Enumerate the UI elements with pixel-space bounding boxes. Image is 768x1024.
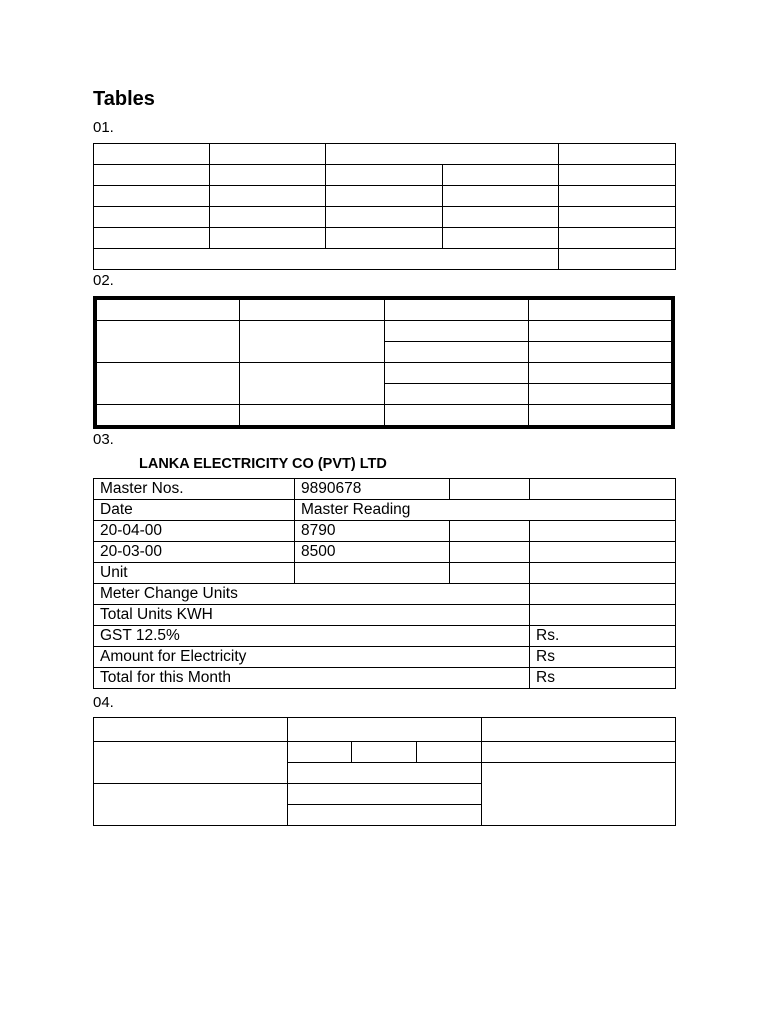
row-value: 8790 <box>295 521 450 542</box>
table-row <box>94 668 676 689</box>
cell <box>559 165 676 186</box>
company-name: LANKA ELECTRICITY CO (PVT) LTD <box>139 456 387 472</box>
cell <box>443 165 559 186</box>
cell <box>210 165 326 186</box>
table-row <box>94 479 676 500</box>
table-row <box>94 563 676 584</box>
cell <box>326 186 443 207</box>
row-value: Master Reading <box>295 500 676 521</box>
cell <box>450 479 530 500</box>
cell <box>240 321 385 363</box>
cell <box>529 384 674 405</box>
table-row <box>94 521 676 542</box>
cell <box>559 144 676 165</box>
cell <box>559 186 676 207</box>
cell <box>288 805 482 826</box>
cell <box>240 363 385 405</box>
cell <box>326 144 559 165</box>
cell <box>95 405 240 428</box>
summary-value <box>530 605 676 626</box>
cell <box>210 186 326 207</box>
row-label: 20-04-00 <box>94 521 295 542</box>
cell <box>384 384 529 405</box>
table-04 <box>93 717 676 826</box>
cell <box>443 186 559 207</box>
cell <box>530 479 676 500</box>
cell <box>240 298 385 321</box>
cell <box>94 718 288 742</box>
cell <box>94 742 288 784</box>
cell <box>559 228 676 249</box>
cell <box>210 144 326 165</box>
cell <box>288 742 352 763</box>
cell <box>326 228 443 249</box>
cell <box>384 363 529 384</box>
cell <box>210 228 326 249</box>
summary-value: Rs. <box>530 626 676 647</box>
summary-value: Rs <box>530 647 676 668</box>
cell <box>384 405 529 428</box>
table-row <box>94 605 676 626</box>
row-label: 20-03-00 <box>94 542 295 563</box>
table-02 <box>93 296 675 429</box>
cell <box>384 342 529 363</box>
table-01 <box>93 143 676 270</box>
cell <box>384 321 529 342</box>
cell <box>94 165 210 186</box>
cell <box>352 742 417 763</box>
cell <box>240 405 385 428</box>
cell <box>530 542 676 563</box>
cell <box>417 742 482 763</box>
cell <box>482 718 676 742</box>
cell <box>384 298 529 321</box>
table-row <box>94 584 676 605</box>
row-label: Unit <box>94 563 295 584</box>
cell <box>529 298 674 321</box>
cell <box>529 342 674 363</box>
cell <box>443 207 559 228</box>
cell <box>450 563 530 584</box>
summary-label: Total for this Month <box>94 668 530 689</box>
table-label-02: 02. <box>93 272 114 289</box>
cell <box>288 718 482 742</box>
table-label-04: 04. <box>93 694 114 711</box>
summary-label: Total Units KWH <box>94 605 530 626</box>
row-value: 8500 <box>295 542 450 563</box>
cell <box>210 207 326 228</box>
summary-value: Rs <box>530 668 676 689</box>
cell <box>94 228 210 249</box>
table-row <box>94 500 676 521</box>
cell <box>95 321 240 363</box>
cell <box>94 186 210 207</box>
summary-label: Amount for Electricity <box>94 647 530 668</box>
cell <box>559 207 676 228</box>
cell <box>288 763 482 784</box>
row-value <box>295 563 450 584</box>
table-label-03: 03. <box>93 431 114 448</box>
cell <box>94 249 559 270</box>
cell <box>482 742 676 763</box>
cell <box>559 249 676 270</box>
cell <box>326 207 443 228</box>
table-row <box>94 626 676 647</box>
cell <box>530 563 676 584</box>
cell <box>94 784 288 826</box>
cell <box>326 165 443 186</box>
table-label-01: 01. <box>93 119 114 136</box>
cell <box>94 144 210 165</box>
summary-label: GST 12.5% <box>94 626 530 647</box>
electricity-bill-table <box>93 478 676 689</box>
table-row <box>94 647 676 668</box>
cell <box>450 542 530 563</box>
cell <box>95 363 240 405</box>
summary-label: Meter Change Units <box>94 584 530 605</box>
cell <box>95 298 240 321</box>
cell <box>94 207 210 228</box>
summary-value <box>530 584 676 605</box>
cell <box>450 521 530 542</box>
cell <box>530 521 676 542</box>
cell <box>529 321 674 342</box>
cell <box>529 405 674 428</box>
cell <box>443 228 559 249</box>
page-title: Tables <box>93 88 155 110</box>
cell <box>529 363 674 384</box>
cell <box>288 784 482 805</box>
table-row <box>94 542 676 563</box>
row-label: Date <box>94 500 295 521</box>
cell <box>482 763 676 826</box>
row-label: Master Nos. <box>94 479 295 500</box>
row-value: 9890678 <box>295 479 450 500</box>
